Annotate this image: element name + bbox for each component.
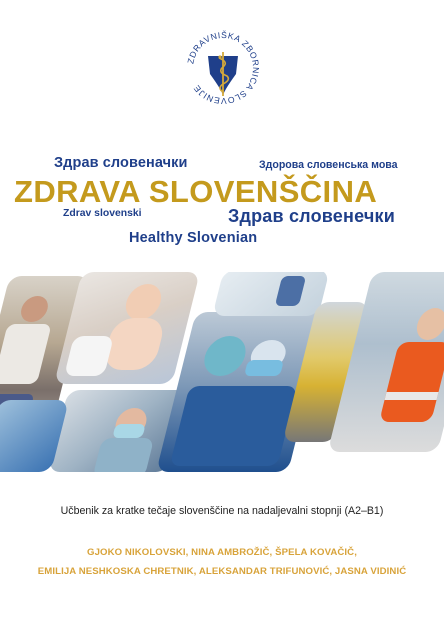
- caduceus-icon: [208, 52, 238, 96]
- title-slovenian: Zdrav slovenski: [63, 208, 142, 219]
- medical-chamber-logo: [179, 22, 267, 114]
- book-subtitle: Učbenik za kratke tečaje slovenščine na nadaljevalni stopnji (A2–B1): [60, 505, 384, 517]
- main-title: ZDRAVA SLOVENŠČINA: [14, 174, 378, 209]
- hospital-room-photo: [212, 272, 329, 316]
- title-english: Healthy Slovenian: [129, 230, 258, 246]
- authors-line-1: GJOKO NIKOLOVSKI, NINA AMBROŽIČ, ŠPELA KOVAČIČ,: [87, 547, 357, 558]
- title-macedonian: Здрав словенечки: [228, 206, 395, 226]
- authors-line-2: EMILIJA NESHKOSKA CHRETNIK, ALEKSANDAR TRIFUNOVIĆ, JASNA VIDINIĆ: [37, 566, 407, 577]
- photo-collage: [0, 272, 444, 472]
- logo-ring-text: ZDRAVNIŠKA ZBORNICA SLOVENIJE: [185, 29, 262, 107]
- title-serbian: Здрав словеначки: [54, 155, 188, 171]
- title-ukrainian: Здорова словенська мова: [259, 159, 398, 171]
